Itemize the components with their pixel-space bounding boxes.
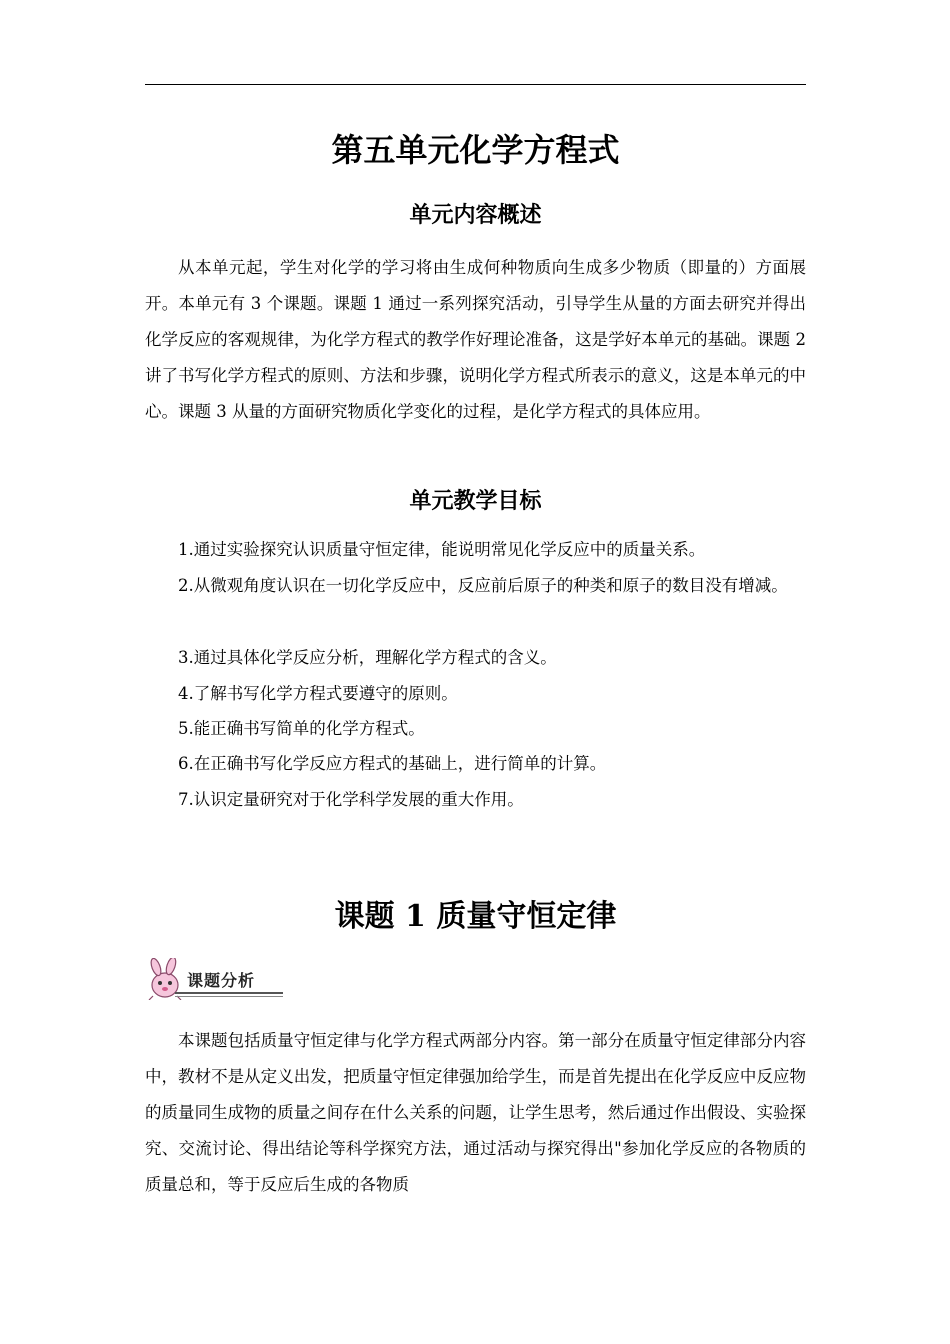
goal-item-2: 2.从微观角度认识在一切化学反应中，反应前后原子的种类和原子的数目没有增减。 [178, 576, 788, 595]
goal-item-4: 4.了解书写化学方程式要遵守的原则。 [178, 684, 458, 703]
goal-item-3: 3.通过具体化学反应分析，理解化学方程式的含义。 [178, 648, 557, 667]
lesson-paragraph: 本课题包括质量守恒定律与化学方程式两部分内容。第一部分在质量守恒定律部分内容中，教材不是从定义出发，把质量守恒定律强加给学生，而是首先提出在化学反应中反应物的质量同生成物的质量之间存在什么关系的问题，让学生思考，然后通过作出假设、实验探究、交流讨论、得出结论等科学探究方法，通过活动与探究得出"参加化学反应的各物质的质量总和，等于反应后生成的各物质 [145, 1031, 806, 1194]
goal-item-1: 1.通过实验探究认识质量守恒定律，能说明常见化学反应中的质量关系。 [178, 540, 706, 559]
lesson-analysis-banner [145, 958, 285, 1000]
goal-item-7: 7.认识定量研究对于化学科学发展的重大作用。 [178, 790, 524, 809]
banner-underline-thin [175, 996, 283, 997]
banner-underline [175, 992, 283, 994]
unit-title: 第五单元化学方程式 [331, 131, 620, 169]
lesson-title: 课题 1 质量守恒定律 [334, 899, 617, 934]
header-rule [145, 84, 806, 85]
goals-heading: 单元教学目标 [409, 488, 542, 514]
goal-item-6: 6.在正确书写化学反应方程式的基础上，进行简单的计算。 [178, 754, 607, 773]
overview-paragraph: 从本单元起，学生对化学的学习将由生成何种物质向生成多少物质（即量的）方面展开。本单元有 3 个课题。课题 1 通过一系列探究活动，引导学生从量的方面去研究并得出化学反应的客观规律，为化学方程式的教学作好理论准备，这是学好本单元的基础。课题 2 讲了书写化学方程式的原则、方法和步骤，说明化学方程式所表示的意义，这是本单元的中心。课题 3 从量的方面研究物质化学变化的过程，是化学方程式的具体应用。 [145, 258, 806, 421]
goal-item-5: 5.能正确书写简单的化学方程式。 [178, 719, 425, 738]
overview-heading: 单元内容概述 [409, 202, 542, 228]
banner-label: 课题分析 [187, 971, 256, 990]
